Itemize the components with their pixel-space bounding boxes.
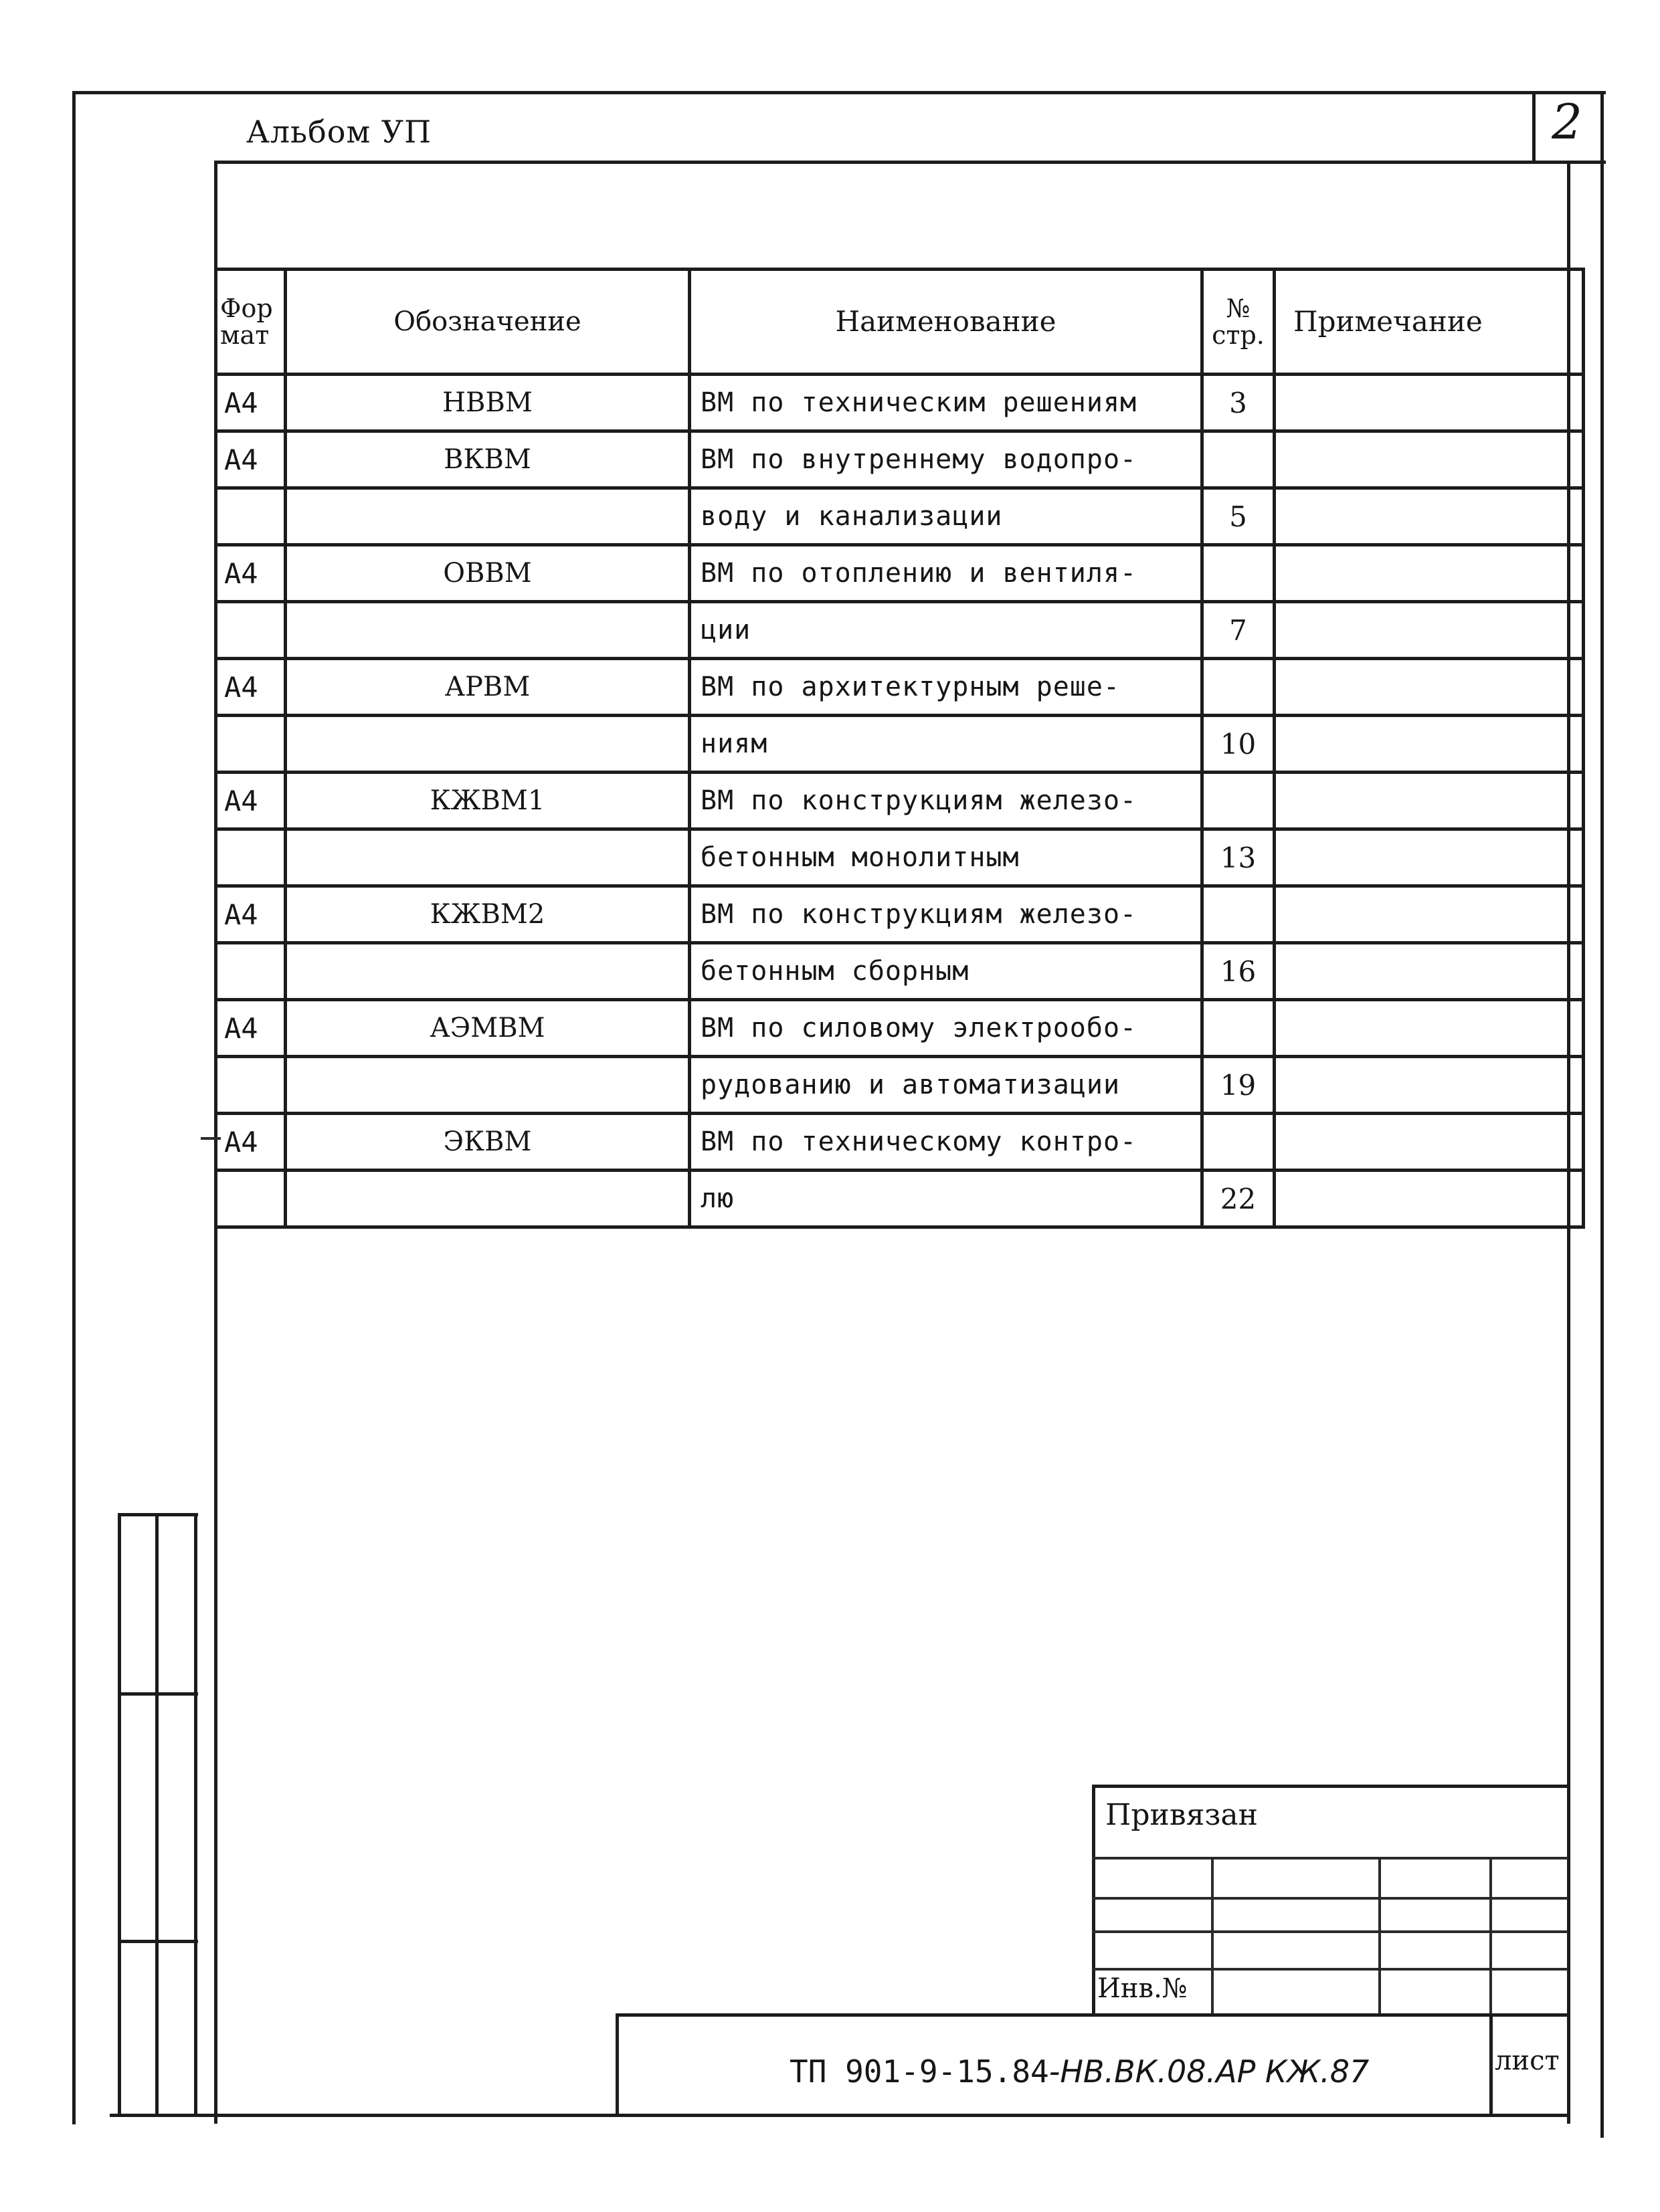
stamp-left-line <box>1092 1785 1095 2015</box>
cell-note <box>1275 659 1584 716</box>
table-row <box>216 943 1584 1000</box>
table-row <box>216 829 1584 886</box>
main-frame-top <box>214 161 1582 164</box>
cell-page <box>1202 773 1275 829</box>
margin-strip-inner-line <box>194 1513 197 2114</box>
sheet-number: 2 <box>1552 94 1582 150</box>
margin-strip-divider-1 <box>118 1692 198 1696</box>
table-row <box>216 773 1584 829</box>
cell-page <box>1202 1000 1275 1057</box>
cell-name: бетонным монолитным <box>690 829 1202 886</box>
column-header-page: № стр. <box>1202 270 1275 375</box>
cell-designation <box>286 716 690 773</box>
frame-bottom-line <box>110 2114 1568 2117</box>
cell-format <box>216 829 286 886</box>
cell-note <box>1275 1057 1584 1114</box>
cell-page: 22 <box>1202 1171 1275 1227</box>
cell-note <box>1275 886 1584 943</box>
table-row <box>216 1114 1584 1171</box>
cell-name: бетонным сборным <box>690 943 1202 1000</box>
cell-name: ВМ по силовому электрообо- <box>690 1000 1202 1057</box>
table-row <box>216 545 1584 602</box>
cell-name: ВМ по внутреннему водопро- <box>690 431 1202 488</box>
stamp-row-line-2 <box>1092 1897 1568 1900</box>
column-header-format: Фор мат <box>216 270 286 375</box>
cell-note <box>1275 943 1584 1000</box>
cell-format: А4 <box>216 1114 286 1171</box>
table-row <box>216 602 1584 659</box>
cell-name: воду и канализации <box>690 488 1202 545</box>
cell-page: 13 <box>1202 829 1275 886</box>
cell-format: А4 <box>216 545 286 602</box>
cell-page <box>1202 1114 1275 1171</box>
cell-note <box>1275 431 1584 488</box>
cell-designation: ОВВМ <box>286 545 690 602</box>
cell-designation <box>286 829 690 886</box>
cell-name: ВМ по конструкциям железо- <box>690 773 1202 829</box>
cell-note <box>1275 1114 1584 1171</box>
table-row <box>216 716 1584 773</box>
cell-designation: КЖВМ1 <box>286 773 690 829</box>
cell-note <box>1275 716 1584 773</box>
attached-label: Привязан <box>1105 1798 1258 1832</box>
table-row <box>216 886 1584 943</box>
cell-format: А4 <box>216 773 286 829</box>
margin-strip-mid-line <box>155 1513 159 2114</box>
column-header-designation: Обозначение <box>286 270 690 375</box>
inventory-label: Инв.№ <box>1097 1973 1188 2004</box>
stamp-row-line-4 <box>1092 1968 1568 1971</box>
cell-name: ниям <box>690 716 1202 773</box>
table-row <box>216 1171 1584 1227</box>
cell-note <box>1275 375 1584 431</box>
cell-name: рудованию и автоматизации <box>690 1057 1202 1114</box>
stamp-top-line <box>1092 1785 1568 1788</box>
margin-strip-top <box>118 1513 198 1516</box>
cell-page <box>1202 886 1275 943</box>
cell-page: 3 <box>1202 375 1275 431</box>
cell-name: ВМ по техническим решениям <box>690 375 1202 431</box>
cell-page: 10 <box>1202 716 1275 773</box>
frame-top-line <box>72 91 1606 94</box>
table-row <box>216 488 1584 545</box>
cell-format <box>216 943 286 1000</box>
cell-page: 16 <box>1202 943 1275 1000</box>
document-code-printed: ТП 901-9-15.84 <box>790 2053 1049 2090</box>
row-separator-extension <box>201 1137 221 1140</box>
frame-right-line <box>1600 91 1604 2138</box>
cell-note <box>1275 773 1584 829</box>
cell-format: А4 <box>216 1000 286 1057</box>
frame-left-line <box>72 91 76 2124</box>
cell-format: А4 <box>216 375 286 431</box>
cell-page: 5 <box>1202 488 1275 545</box>
cell-designation: КЖВМ2 <box>286 886 690 943</box>
designation-band-top <box>616 2013 1568 2017</box>
cell-designation: НВВМ <box>286 375 690 431</box>
cell-designation: ЭКВМ <box>286 1114 690 1171</box>
cell-name: ВМ по конструкциям железо- <box>690 886 1202 943</box>
cell-note <box>1275 1171 1584 1227</box>
cell-name: лю <box>690 1171 1202 1227</box>
cell-format <box>216 488 286 545</box>
cell-name: ВМ по архитектурным реше- <box>690 659 1202 716</box>
sheet-label-divider <box>1489 2013 1493 2117</box>
cell-format <box>216 1171 286 1227</box>
cell-page: 19 <box>1202 1057 1275 1114</box>
cell-page <box>1202 545 1275 602</box>
cell-note <box>1275 488 1584 545</box>
stamp-col-line-3 <box>1489 1857 1492 2015</box>
cell-format <box>216 1057 286 1114</box>
designation-band-left <box>616 2013 619 2117</box>
cell-note <box>1275 602 1584 659</box>
cell-designation <box>286 943 690 1000</box>
document-code <box>790 2053 1369 2090</box>
cell-format: А4 <box>216 659 286 716</box>
table-row <box>216 1000 1584 1057</box>
sheet-label: лист <box>1495 2045 1560 2076</box>
margin-strip-outer-line <box>118 1513 121 2114</box>
table-row <box>216 375 1584 431</box>
cell-name: ВМ по отоплению и вентиля- <box>690 545 1202 602</box>
cell-designation: АРВМ <box>286 659 690 716</box>
document-code-handwritten: -НВ.ВК.08.АР КЖ.87 <box>1048 2053 1370 2090</box>
cell-designation: АЭМВМ <box>286 1000 690 1057</box>
cell-designation <box>286 488 690 545</box>
margin-strip-divider-2 <box>118 1940 198 1943</box>
stamp-row-line-3 <box>1092 1930 1568 1933</box>
album-title: Альбом УП <box>246 114 432 150</box>
table-row <box>216 431 1584 488</box>
cell-page: 7 <box>1202 602 1275 659</box>
cell-note <box>1275 829 1584 886</box>
cell-page <box>1202 431 1275 488</box>
table-header-row <box>216 270 1584 375</box>
cell-designation: ВКВМ <box>286 431 690 488</box>
cell-designation <box>286 602 690 659</box>
stamp-col-line-1 <box>1211 1857 1214 2015</box>
column-header-note: Примечание <box>1275 270 1584 375</box>
cell-format <box>216 716 286 773</box>
cell-designation <box>286 1171 690 1227</box>
cell-format: А4 <box>216 886 286 943</box>
cell-note <box>1275 1000 1584 1057</box>
cell-page <box>1202 659 1275 716</box>
table-row <box>216 659 1584 716</box>
contents-table <box>214 268 1585 1229</box>
stamp-row-line-1 <box>1092 1857 1568 1859</box>
cell-format <box>216 602 286 659</box>
column-header-name: Наименование <box>690 270 1202 375</box>
cell-format: А4 <box>216 431 286 488</box>
table-row <box>216 1057 1584 1114</box>
cell-name: ции <box>690 602 1202 659</box>
cell-name: ВМ по техническому контро- <box>690 1114 1202 1171</box>
stamp-col-line-2 <box>1378 1857 1381 2015</box>
cell-designation <box>286 1057 690 1114</box>
cell-note <box>1275 545 1584 602</box>
